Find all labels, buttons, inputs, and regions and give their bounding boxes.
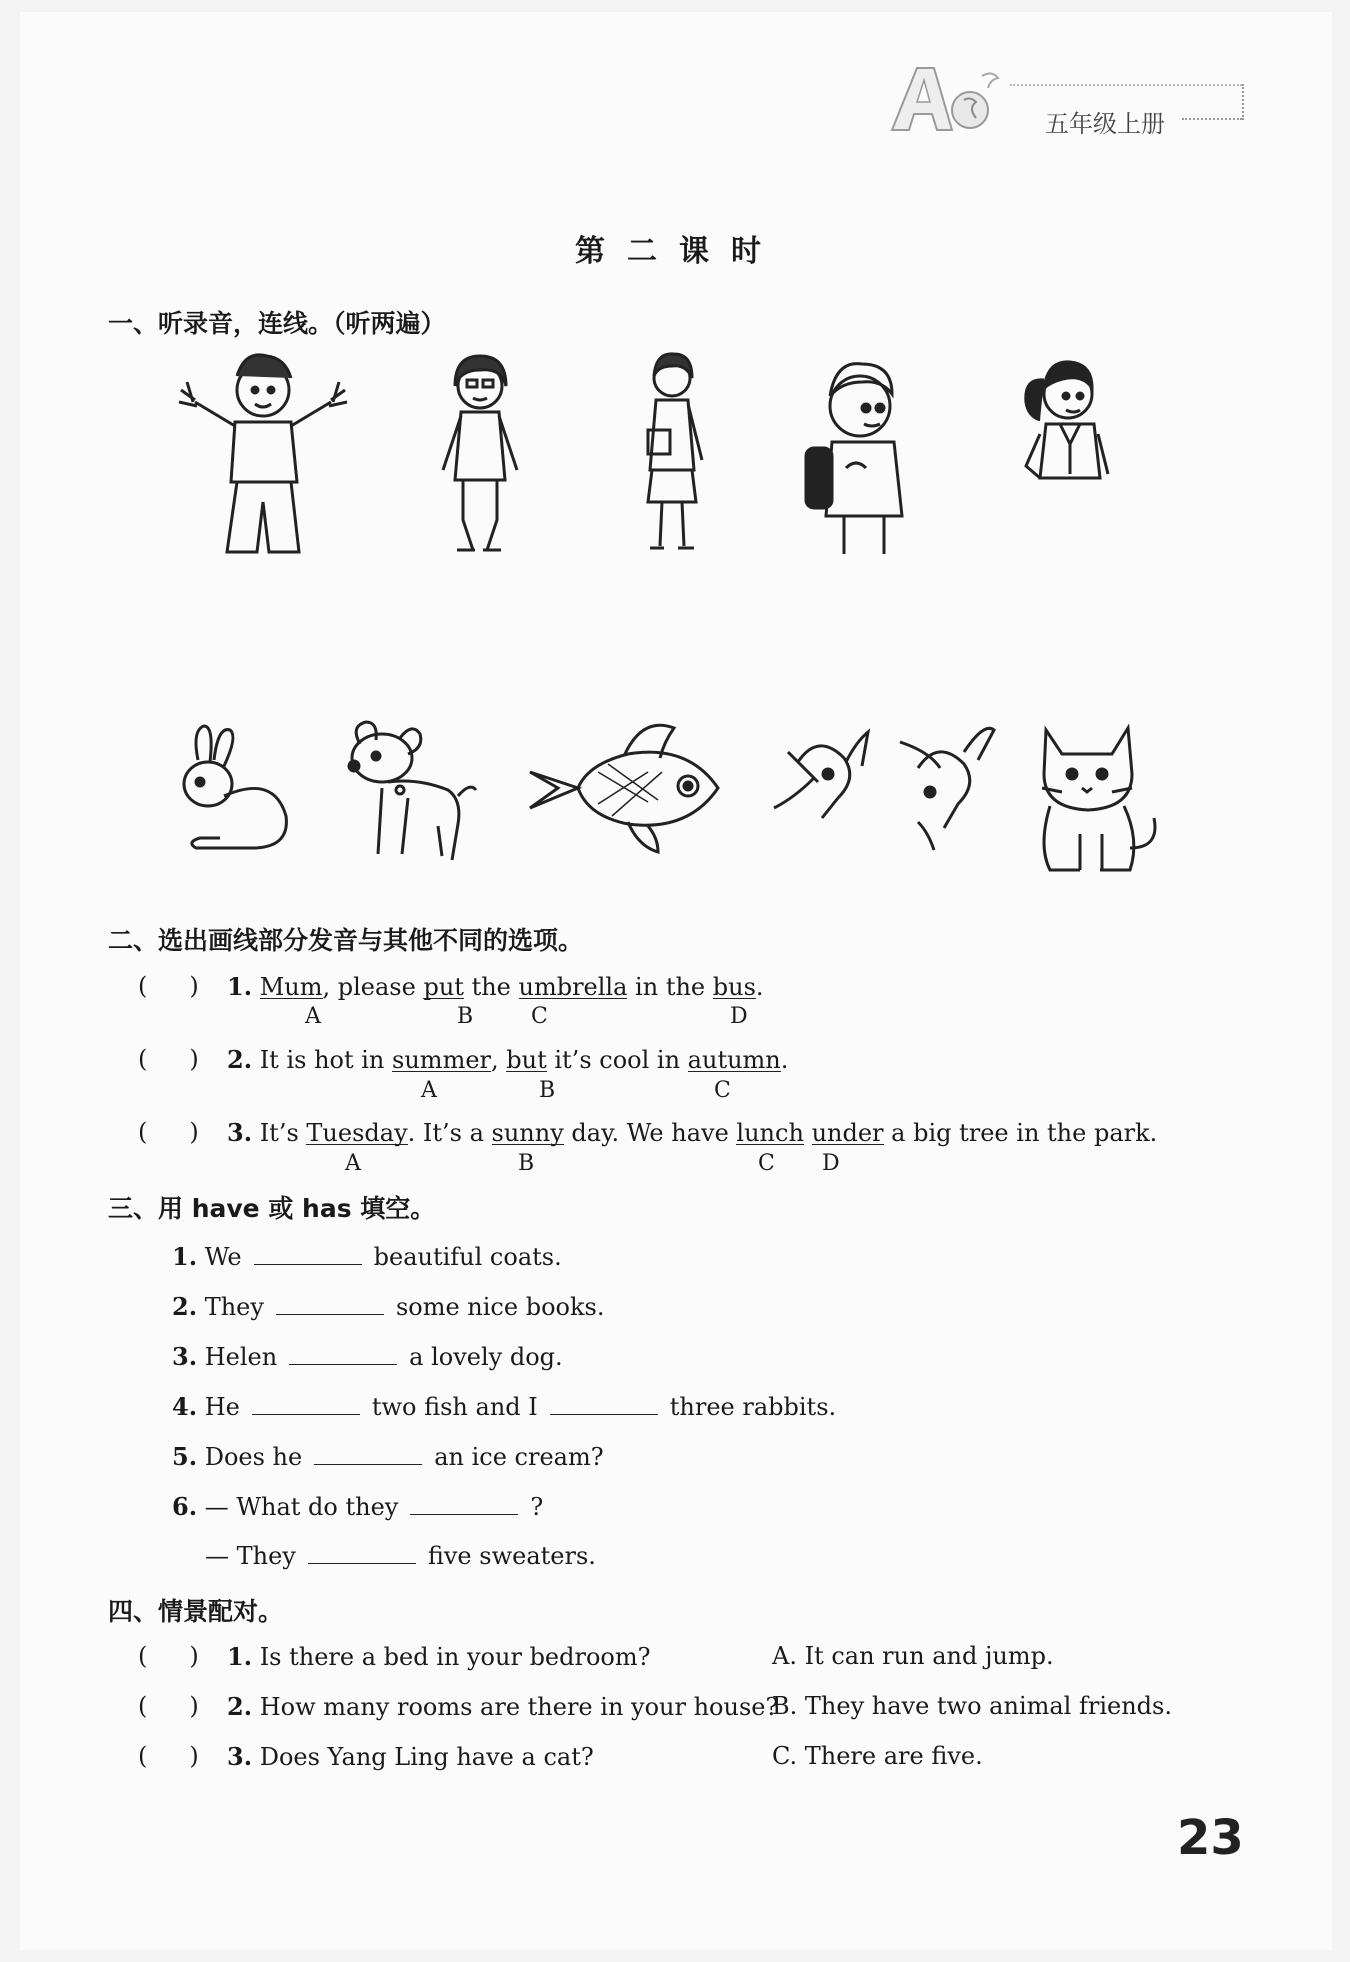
section-2-title: 二、选出画线部分发音与其他不同的选项。 — [108, 926, 584, 955]
answer-blank[interactable] — [276, 1294, 384, 1315]
birds-illustration — [768, 722, 1008, 857]
header-rule-vertical — [1242, 84, 1244, 120]
option-label: B — [457, 1004, 474, 1029]
header-dots — [1182, 118, 1242, 120]
option-label: A — [305, 1004, 321, 1029]
answer-blank[interactable] — [252, 1394, 360, 1415]
answer-paren-s2-q2[interactable]: ( ) — [138, 1045, 199, 1073]
fill-item-5: 5. Does he an ice cream? — [172, 1442, 604, 1471]
header-rule — [1010, 84, 1242, 86]
page-number: 23 — [1177, 1810, 1244, 1866]
option-label: D — [822, 1151, 840, 1176]
teacher-illustration — [620, 350, 720, 560]
boy-with-backpack-illustration — [800, 356, 925, 556]
rabbit-illustration — [168, 720, 298, 855]
grade-label: 五年级上册 — [1045, 110, 1165, 138]
option-label: A — [421, 1078, 437, 1103]
fill-item-6: 6. — What do they ? — [172, 1492, 544, 1521]
fill-item-1: 1. We beautiful coats. — [172, 1242, 562, 1271]
option-label: C — [714, 1078, 731, 1103]
fill-item-4: 4. He two fish and I three rabbits. — [172, 1392, 837, 1421]
answer-blank[interactable] — [410, 1494, 518, 1515]
option-label: B — [518, 1151, 535, 1176]
kitten-illustration — [1022, 718, 1162, 878]
match-question-3: 3. Does Yang Ling have a cat? — [227, 1742, 594, 1771]
section-3-title: 三、用 have 或 has 填空。 — [108, 1194, 436, 1223]
match-question-1: 1. Is there a bed in your bedroom? — [227, 1642, 651, 1671]
fill-item-3: 3. Helen a lovely dog. — [172, 1342, 563, 1371]
option-label: C — [531, 1004, 548, 1029]
option-label: B — [539, 1078, 556, 1103]
answer-paren-s4-q1[interactable]: ( ) — [138, 1642, 199, 1670]
goldfish-illustration — [528, 716, 728, 866]
girl-with-glasses-illustration — [425, 350, 535, 560]
lesson-title: 第二课时 — [575, 234, 783, 269]
answer-blank[interactable] — [254, 1244, 362, 1265]
s2-question-3: 3. It’s Tuesday. It’s a sunny day. We have lunch under a big tree in the park. — [227, 1118, 1158, 1147]
boy-waving-illustration — [165, 342, 355, 557]
girl-with-ponytail-illustration — [1010, 354, 1110, 524]
option-label: C — [758, 1151, 775, 1176]
workbook-page — [20, 12, 1332, 1950]
answer-blank[interactable] — [308, 1543, 416, 1564]
section-1-title: 一、听录音，连线。（听两遍） — [108, 309, 446, 338]
match-answer-c: C. There are five. — [772, 1742, 983, 1770]
match-answer-a: A. It can run and jump. — [772, 1642, 1054, 1670]
answer-blank[interactable] — [314, 1444, 422, 1465]
answer-blank[interactable] — [550, 1394, 658, 1415]
answer-paren-s4-q3[interactable]: ( ) — [138, 1742, 199, 1770]
section-4-title: 四、情景配对。 — [108, 1597, 284, 1626]
option-label: D — [730, 1004, 748, 1029]
answer-paren-s2-q1[interactable]: ( ) — [138, 972, 199, 1000]
match-question-2: 2. How many rooms are there in your house? — [227, 1692, 779, 1721]
s2-question-2: 2. It is hot in summer, but it’s cool in autumn. — [227, 1045, 789, 1074]
s2-question-1: 1. Mum, please put the umbrella in the bus. — [227, 972, 764, 1001]
logo-icon — [882, 60, 1012, 140]
dog-illustration — [338, 718, 488, 868]
answer-blank[interactable] — [289, 1344, 397, 1365]
answer-paren-s2-q3[interactable]: ( ) — [138, 1118, 199, 1146]
fill-item-2: 2. They some nice books. — [172, 1292, 605, 1321]
match-answer-b: B. They have two animal friends. — [772, 1692, 1172, 1720]
answer-paren-s4-q2[interactable]: ( ) — [138, 1692, 199, 1720]
option-label: A — [345, 1151, 361, 1176]
fill-item-6-reply: — They five sweaters. — [205, 1542, 596, 1570]
